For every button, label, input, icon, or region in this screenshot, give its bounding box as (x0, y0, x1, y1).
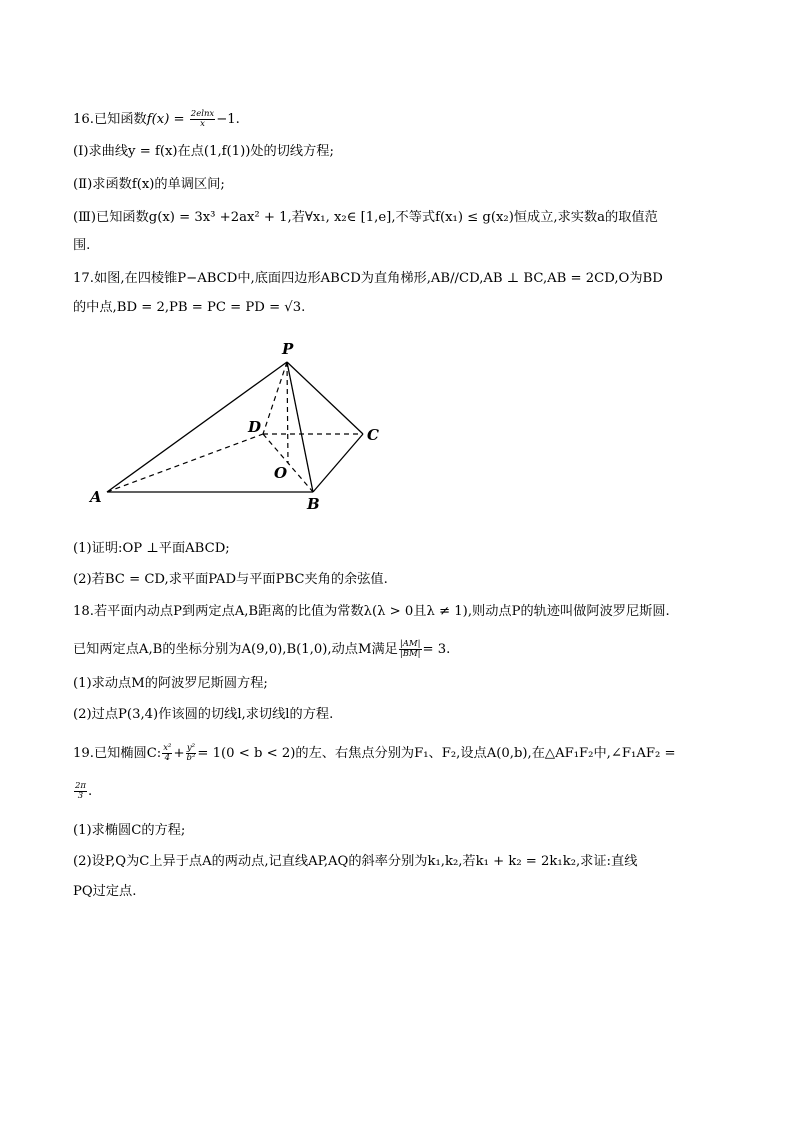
edge-PD-hidden (263, 362, 287, 434)
q19-frac-y (186, 744, 197, 763)
label-O: O (274, 464, 288, 482)
q18-part1: (1)求动点M的阿波罗尼斯圆方程; (73, 676, 268, 691)
q19-line1-text: 19.已知椭圆C: (73, 746, 162, 761)
q17-line1: 17.如图,在四棱锥P−ABCD中,底面四边形ABCD为直角梯形,AB//CD,AB ⊥ BC,AB = 2CD,O为BD (73, 271, 663, 286)
edge-AD-hidden (107, 434, 263, 492)
q19-frac2-num: y² (186, 743, 196, 753)
q19-line2-tail: . (88, 784, 93, 799)
q16-part3-cont: 围. (73, 238, 91, 253)
q19-frac-x (162, 744, 172, 763)
q19-line1 (73, 744, 676, 763)
label-D: D (248, 418, 262, 436)
q16-stem (73, 110, 240, 129)
q19-frac1-num: x² (163, 743, 172, 753)
q19-frac1-den: 4 (164, 753, 171, 763)
q19-line2 (73, 782, 92, 801)
q18-frac-num: |AM| (399, 639, 421, 649)
q19-frac-angle (74, 782, 87, 801)
q18-line1: 18.若平面内动点P到两定点A,B距离的比值为常数λ(λ > 0且λ ≠ 1),则动点P的轨迹叫做阿波罗尼斯圆. (73, 604, 670, 619)
q19-plus: + (173, 746, 185, 761)
edge-PB (287, 362, 313, 492)
q19-part1: (1)求椭圆C的方程; (73, 823, 186, 838)
q17-line2: 的中点,BD = 2,PB = PC = PD = √3. (73, 300, 306, 315)
label-C: C (367, 426, 379, 444)
q19-line1-tail: = 1(0 < b < 2)的左、右焦点分别为F₁、F₂,设点A(0,b),在△AF₁F₂中,∠F₁AF₂ = (197, 746, 676, 761)
q16-stem-text: 16.已知函数 (73, 112, 147, 127)
q18-ratio-fraction (399, 640, 422, 659)
edge-PO-hidden (287, 362, 288, 463)
q19-part2: (2)设P,Q为C上异于点A的两动点,记直线AP,AQ的斜率分别为k₁,k₂,若k₁ + k₂ = 2k₁k₂,求证:直线 (73, 854, 638, 869)
q16-fraction (190, 110, 215, 129)
q18-frac-den: |BM| (399, 649, 421, 659)
q19-frac3-num: 2π (75, 781, 86, 791)
q16-frac-den: x (200, 119, 205, 129)
q18-line2-tail: = 3. (422, 642, 451, 657)
edge-PC (287, 362, 363, 434)
q16-part1: (Ⅰ)求曲线y = f(x)在点(1,f(1))处的切线方程; (73, 144, 334, 159)
q17-part2: (2)若BC = CD,求平面PAD与平面PBC夹角的余弦值. (73, 572, 388, 587)
edge-BC (313, 434, 363, 492)
q18-line2 (73, 640, 450, 659)
q16-frac-num: 2elnx (190, 109, 215, 119)
q18-part2: (2)过点P(3,4)作该圆的切线l,求切线l的方程. (73, 707, 334, 722)
q16-fx: f(x) = (146, 112, 189, 127)
q16-stem-tail: −1. (216, 112, 240, 127)
label-A: A (90, 488, 102, 506)
q19-frac3-den: 3 (77, 791, 84, 801)
q19-frac2-den: b² (186, 753, 196, 763)
q16-part3: (Ⅲ)已知函数g(x) = 3x³ +2ax² + 1,若∀x₁, x₂∈ [1,e],不等式f(x₁) ≤ g(x₂)恒成立,求实数a的取值范 (73, 210, 658, 225)
q19-part2-cont: PQ过定点. (73, 884, 137, 899)
label-B: B (307, 495, 320, 513)
pyramid-figure (85, 336, 395, 516)
label-P: P (282, 340, 294, 358)
q16-part2: (Ⅱ)求函数f(x)的单调区间; (73, 177, 225, 192)
q17-part1: (1)证明:OP ⊥平面ABCD; (73, 541, 230, 556)
q18-line2-text: 已知两定点A,B的坐标分别为A(9,0),B(1,0),动点M满足 (73, 642, 398, 657)
